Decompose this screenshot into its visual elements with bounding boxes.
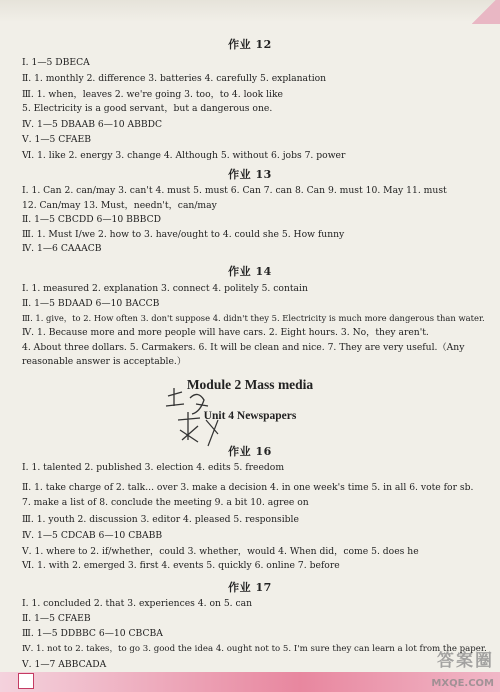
section-heading-17: 作业 17	[228, 581, 272, 594]
answer-line: Ⅵ. 1. like 2. energy 3. change 4. Although 5. without 6. jobs 7. power	[22, 150, 346, 161]
answer-line: Ⅱ. 1. take charge of 2. talk... over 3. make a decision 4. in one week's time 5. in all 6. vote for sb.	[22, 482, 474, 493]
section-heading-16: 作业 16	[228, 445, 272, 458]
answer-line: Ⅴ. 1—7 ABBCADA	[22, 659, 107, 670]
answer-line: Ⅰ. 1—5 DBECA	[22, 57, 90, 68]
answer-line: Ⅳ. 1—5 DBAAB 6—10 ABBDC	[22, 119, 163, 130]
answer-line: Ⅴ. 1—5 CFAEB	[22, 134, 91, 145]
answer-line: Ⅰ. 1. Can 2. can/may 3. can't 4. must 5. must 6. Can 7. can 8. Can 9. must 10. May 11. must	[22, 185, 447, 196]
answer-line: 5. Electricity is a good servant，but a dangerous one.	[22, 103, 273, 114]
watermark-logo-text: 答案圈	[437, 651, 494, 671]
answer-line: Ⅲ. 1—5 DDBBC 6—10 CBCBA	[22, 628, 163, 639]
answer-line: reasonable answer is acceptable.）	[22, 356, 187, 367]
module-title: Module 2 Mass media	[186, 377, 314, 392]
answer-line: Ⅰ. 1. talented 2. published 3. election 4. edits 5. freedom	[22, 462, 285, 473]
unit-title: Unit 4 Newspapers	[203, 410, 297, 422]
answer-line: Ⅳ. 1. Because more and more people will have cars. 2. Eight hours. 3. No，they aren't.	[22, 327, 429, 338]
answer-line: Ⅳ. 1—5 CDCAB 6—10 CBABB	[22, 530, 163, 541]
watermark-url: MXQE.COM	[431, 678, 494, 689]
page-number-box	[18, 673, 34, 689]
answer-line: 4. About three dollars. 5. Carmakers. 6. It will be clean and nice. 7. They are very useful.（Any	[22, 342, 465, 353]
answer-line: Ⅱ. 1—5 CBCDD 6—10 BBBCD	[22, 214, 161, 225]
answer-line: Ⅰ. 1. measured 2. explanation 3. connect 4. politely 5. contain	[22, 283, 308, 294]
answer-line: 7. make a list of 8. conclude the meeting 9. a bit 10. agree on	[22, 497, 309, 508]
footer-band	[0, 672, 500, 692]
answer-line: Ⅲ. 1. youth 2. discussion 3. editor 4. pleased 5. responsible	[22, 514, 299, 525]
section-heading-13: 作业 13	[228, 168, 272, 181]
answer-line: 12. Can/may 13. Must，needn't，can/may	[22, 200, 217, 211]
answer-line: Ⅰ. 1. concluded 2. that 3. experiences 4. on 5. can	[22, 598, 253, 609]
answer-line: Ⅴ. 1. where to 2. if/whether，could 3. whether，would 4. When did，come 5. does he	[22, 546, 419, 557]
answer-line: Ⅱ. 1—5 BDAAD 6—10 BACCB	[22, 298, 160, 309]
answer-line: Ⅳ. 1. not to 2. takes，to go 3. good the idea 4. ought not to 5. I'm sure they can learn a lot from the paper.	[22, 644, 487, 654]
answer-line: Ⅲ. 1. give，to 2. How often 3. don't suppose 4. didn't they 5. Electricity is much more dangerous than water.	[22, 313, 485, 323]
section-heading-12: 作业 12	[228, 38, 272, 51]
answer-line: Ⅳ. 1—6 CAAACB	[22, 243, 102, 254]
section-heading-14: 作业 14	[228, 265, 272, 278]
answer-line: Ⅲ. 1. when，leaves 2. we're going 3. too，to 4. look like	[22, 89, 283, 100]
top-shadow	[0, 0, 500, 22]
answer-line: Ⅵ. 1. with 2. emerged 3. first 4. events 5. quickly 6. online 7. before	[22, 560, 340, 571]
answer-line: Ⅲ. 1. Must I/we 2. how to 3. have/ought to 4. could she 5. How funny	[22, 229, 345, 240]
watermark	[431, 646, 494, 690]
answer-line: Ⅱ. 1—5 CFAEB	[22, 613, 91, 624]
answer-line: Ⅱ. 1. monthly 2. difference 3. batteries 4. carefully 5. explanation	[22, 73, 327, 84]
corner-mark	[472, 0, 500, 24]
